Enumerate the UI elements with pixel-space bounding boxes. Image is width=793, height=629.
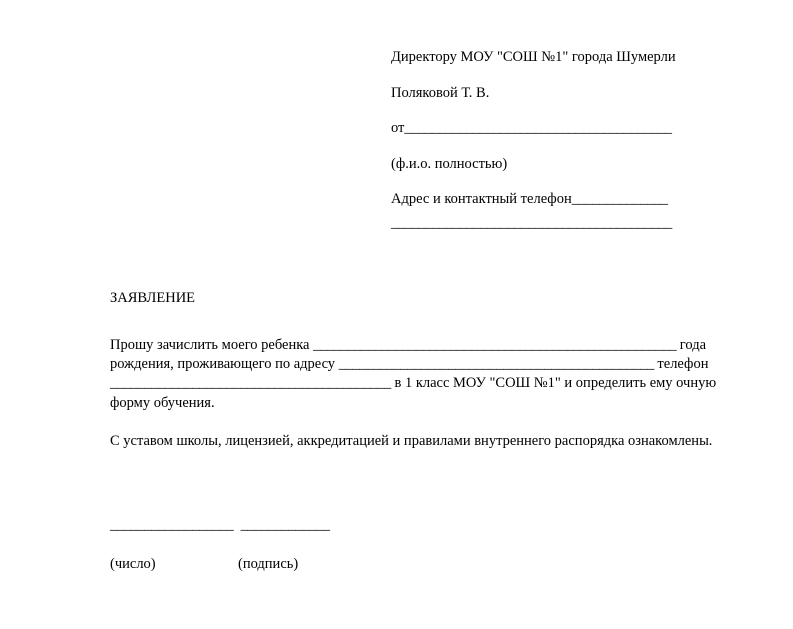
page-title: ЗАЯВЛЕНИЕ: [110, 290, 196, 306]
signature-rules: [110, 518, 510, 533]
acknowledgement-paragraph: С уставом школы, лицензией, аккредитацией и правилами внутреннего распорядка ознакомлены.: [110, 433, 713, 450]
from-fill-rule[interactable]: _______________________________________: [404, 120, 672, 136]
request-segment-3: телефон: [653, 355, 709, 372]
date-fill-rule[interactable]: __________________: [110, 517, 234, 533]
request-segment-2: года рождения, проживающего по адресу: [110, 336, 707, 372]
fio-hint: (ф.и.о. полностью): [391, 155, 508, 172]
address-phone-fill-rule-second[interactable]: _________________________________________: [391, 214, 672, 231]
from-label: от: [391, 120, 405, 136]
addressee-header: [391, 50, 731, 230]
signature-label: (подпись): [238, 555, 299, 572]
application-body: [110, 291, 735, 452]
address-phone-line: [391, 192, 731, 230]
address-phone-label: Адрес и контактный телефон: [391, 191, 572, 207]
signature-area: [110, 518, 510, 575]
request-segment-4: в 1 класс МОУ "СОШ №1" и определить ему очную форму обучения.: [110, 375, 717, 411]
child-name-fill-rule[interactable]: _______________________________________: [313, 336, 581, 353]
signature-fill-rule[interactable]: _____________: [240, 517, 330, 533]
date-label: (число): [110, 555, 156, 572]
signature-labels: [110, 557, 510, 575]
request-segment-1: Прошу зачислить моего ребенка: [110, 336, 314, 353]
signature-rules-gap: [233, 517, 240, 533]
request-paragraph: [110, 336, 735, 414]
applicant-from-line: [391, 121, 731, 136]
address-phone-fill-rule[interactable]: ______________: [571, 191, 668, 207]
birth-year-fill-rule[interactable]: ______________: [580, 336, 677, 353]
addressee-director-line: Директору МОУ "СОШ №1" города Шумерли: [391, 49, 676, 65]
phone-fill-rule[interactable]: _________________________________________: [110, 375, 391, 392]
residence-address-fill-rule[interactable]: ______________________________________________: [338, 355, 654, 372]
addressee-name-line: Поляковой Т. В.: [391, 84, 490, 101]
